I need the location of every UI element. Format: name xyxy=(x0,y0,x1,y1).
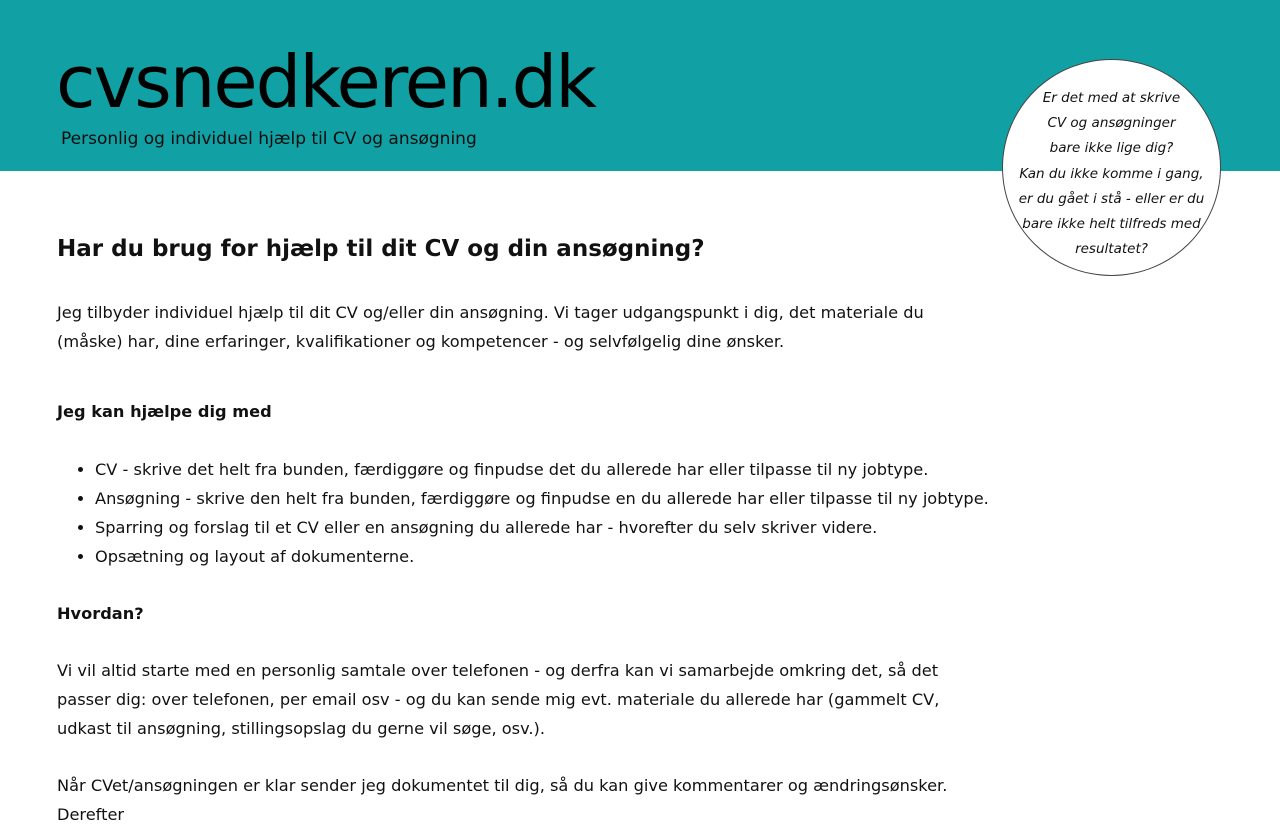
bubble-line: CV og ansøgninger xyxy=(1047,115,1176,132)
how-heading: Hvordan? xyxy=(57,604,144,623)
list-item: • Opsætning og layout af dokumenterne. xyxy=(95,542,975,571)
site-title[interactable]: cvsnedkeren.dk xyxy=(56,40,595,124)
list-item: • Sparring og forslag til et CV eller en ansøgning du allerede har - hvorefter du selv skriver videre. xyxy=(95,513,975,542)
final-paragraph: Når CVet/ansøgningen er klar sender jeg dokumentet til dig, så du kan give kommentarer og ændringsønsker. Derefter xyxy=(57,776,948,824)
site-tagline: Personlig og individuel hjælp til CV og ansøgning xyxy=(61,129,477,149)
bubble-line: Kan du ikke komme i gang, xyxy=(1019,165,1204,182)
page-heading: Har du brug for hjælp til dit CV og din ansøgning? xyxy=(57,236,705,262)
help-heading: Jeg kan hjælpe dig med xyxy=(57,402,272,421)
help-list xyxy=(57,455,989,571)
list-item: • CV - skrive det helt fra bunden, færdiggøre og finpudse det du allerede har eller tilpasse til ny jobtype. xyxy=(95,455,975,484)
how-paragraph: Vi vil altid starte med en personlig samtale over telefonen - og derfra kan vi samarbejde omkring det, så det passer dig: over telefonen, per email osv - og du kan sende mig evt. materiale du allerede har (gammelt CV, udkast til ansøgning, stillingsopslag du gerne vil søge, osv.). xyxy=(57,661,940,738)
intro-bubble xyxy=(1002,59,1221,276)
bubble-line: resultatet? xyxy=(1075,241,1148,258)
bubble-line: bare ikke helt tilfreds med xyxy=(1022,216,1201,233)
bubble-line: er du gået i stå - eller er du xyxy=(1018,190,1205,207)
intro-paragraph: Jeg tilbyder individuel hjælp til dit CV og/eller din ansøgning. Vi tager udgangspunkt i dig, det materiale du (måske) har, dine erfaringer, kvalifikationer og kompetencer - og selvfølgelig dine ønsker. xyxy=(57,303,924,351)
list-item: • Ansøgning - skrive den helt fra bunden, færdiggøre og finpudse en du allerede har eller tilpasse til ny jobtype. xyxy=(95,484,975,513)
bubble-line: bare ikke lige dig? xyxy=(1049,140,1174,157)
bubble-line: Er det med at skrive xyxy=(1042,90,1181,106)
